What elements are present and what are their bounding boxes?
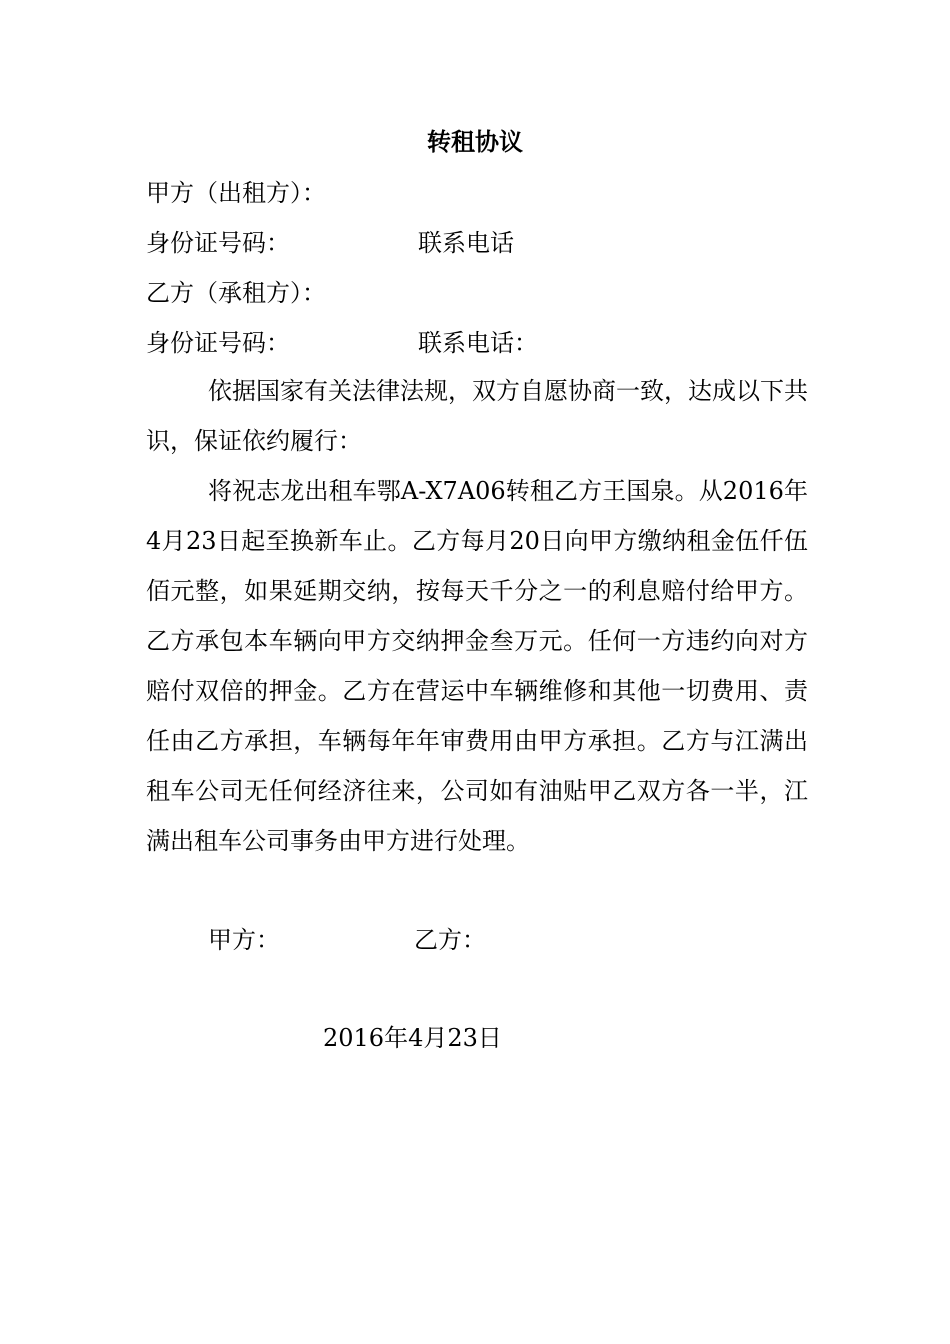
signature-party-b: 乙方： [414,926,486,954]
terms-paragraph: 将祝志龙出租车鄂A-X7A06转租乙方王国泉。从2016年4月23日起至换新车止。乙方每月20日向甲方缴纳租金伍仟伍佰元整，如果延期交纳，按每天千分之一的利息赔付给甲方。乙方承包本车辆向甲方交纳押金叁万元。任何一方违约向对方赔付双倍的押金。乙方在营运中车辆维修和其他一切费用、责任由乙方承担，车辆每年年审费用由甲方承担。乙方与江满出租车公司无任何经济往来，公司如有油贴甲乙双方各一半，江满出租车公司事务由甲方进行处理。 [146,477,808,855]
party-b-phone-label: 联系电话： [418,329,538,357]
party-a-id-label: 身份证号码： [146,229,290,257]
signature-party-a: 甲方： [208,926,280,954]
intro-paragraph: 依据国家有关法律法规，双方自愿协商一致，达成以下共识，保证依约履行： [146,377,808,455]
agreement-date: 2016年4月23日 [323,1024,502,1052]
party-b-id-label: 身份证号码： [146,329,290,357]
party-b-label: 乙方（承租方）： [146,279,326,307]
party-b-info-row [146,325,538,361]
party-a-phone-label: 联系电话 [418,229,514,257]
party-a-label: 甲方（出租方）： [146,179,326,207]
document-title: 转租协议 [427,127,523,156]
party-a-info-row [146,225,514,261]
